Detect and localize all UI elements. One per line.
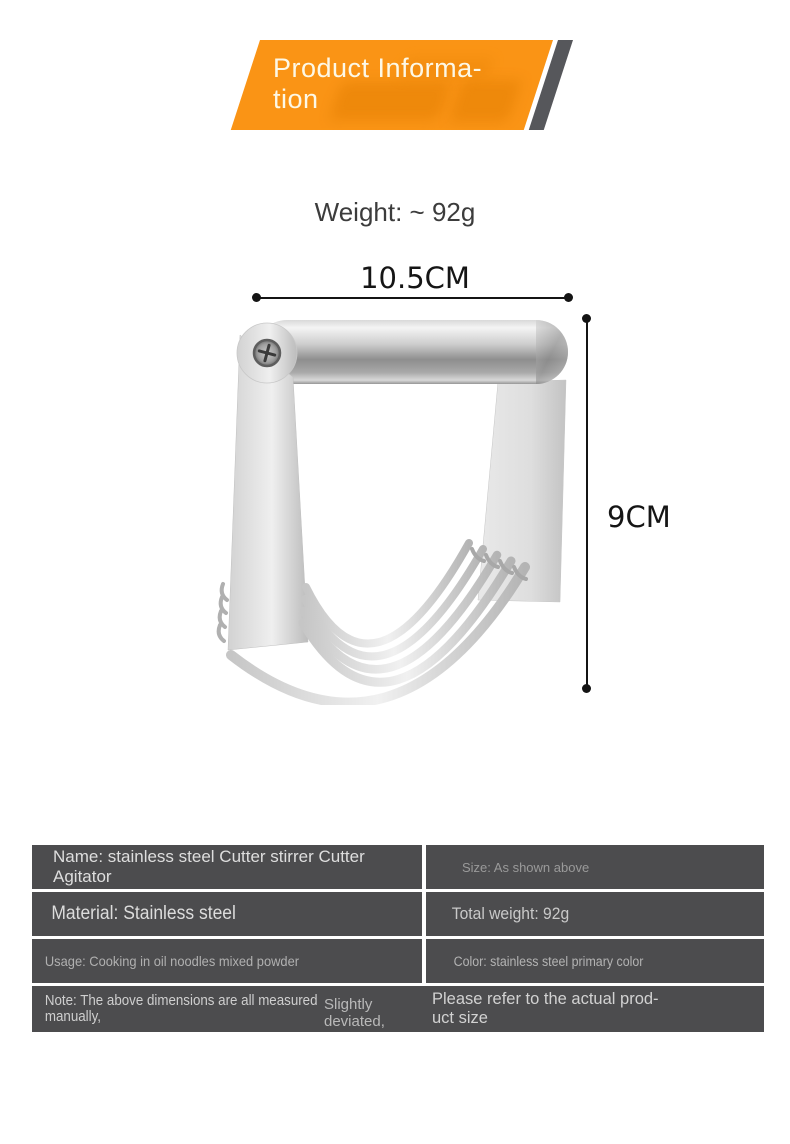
note-wrap: [32, 988, 764, 1030]
width-dimension-label: 10.5CM: [360, 261, 470, 295]
dimension-endpoint-dot: [582, 684, 591, 693]
height-dimension-line: [586, 320, 588, 686]
spec-row-color: [426, 939, 764, 983]
spec-row-usage: [32, 939, 422, 983]
spec-total-weight-value: Total weight: 92g: [451, 904, 570, 923]
spec-material-value: Material: Stainless steel: [51, 903, 236, 924]
dimension-endpoint-dot: [582, 314, 591, 323]
banner-title: [273, 53, 482, 115]
spec-usage-value: Usage: Cooking in oil noodles mixed powder: [44, 953, 300, 969]
spec-row-note: [32, 986, 764, 1032]
spec-row-material: [32, 892, 422, 936]
spec-table: [32, 845, 764, 1032]
note-measured-text: Note: The above dimensions are all measured manually,: [44, 993, 318, 1025]
weight-label: Weight: ~ 92g: [314, 197, 476, 227]
dimension-endpoint-dot: [564, 293, 573, 302]
width-dimension-line: [257, 297, 569, 299]
spec-row-size: [426, 845, 764, 889]
spec-color-value: Color: stainless steel primary color: [453, 953, 644, 969]
blender-handle: [255, 320, 568, 384]
blade-tips-left: [219, 584, 227, 641]
height-dimension-label: 9CM: [607, 500, 671, 534]
note-refer-text: Please refer to the actual prod- uct size: [432, 990, 659, 1027]
spec-name-value: Name: stainless steel Cutter stirrer Cutter Agitator: [53, 847, 365, 886]
banner-title-line2: tion: [273, 84, 319, 114]
spec-row-name: [32, 845, 422, 889]
blender-handle-cap: [536, 320, 568, 384]
spec-row-total-weight: [426, 892, 764, 936]
spec-size-value: Size: As shown above: [462, 859, 590, 875]
banner-title-line1: Product Informa-: [273, 53, 483, 83]
product-photo-dough-blender: [215, 305, 580, 705]
note-deviation-text: Slightly deviated,: [324, 996, 385, 1030]
dimension-endpoint-dot: [252, 293, 261, 302]
